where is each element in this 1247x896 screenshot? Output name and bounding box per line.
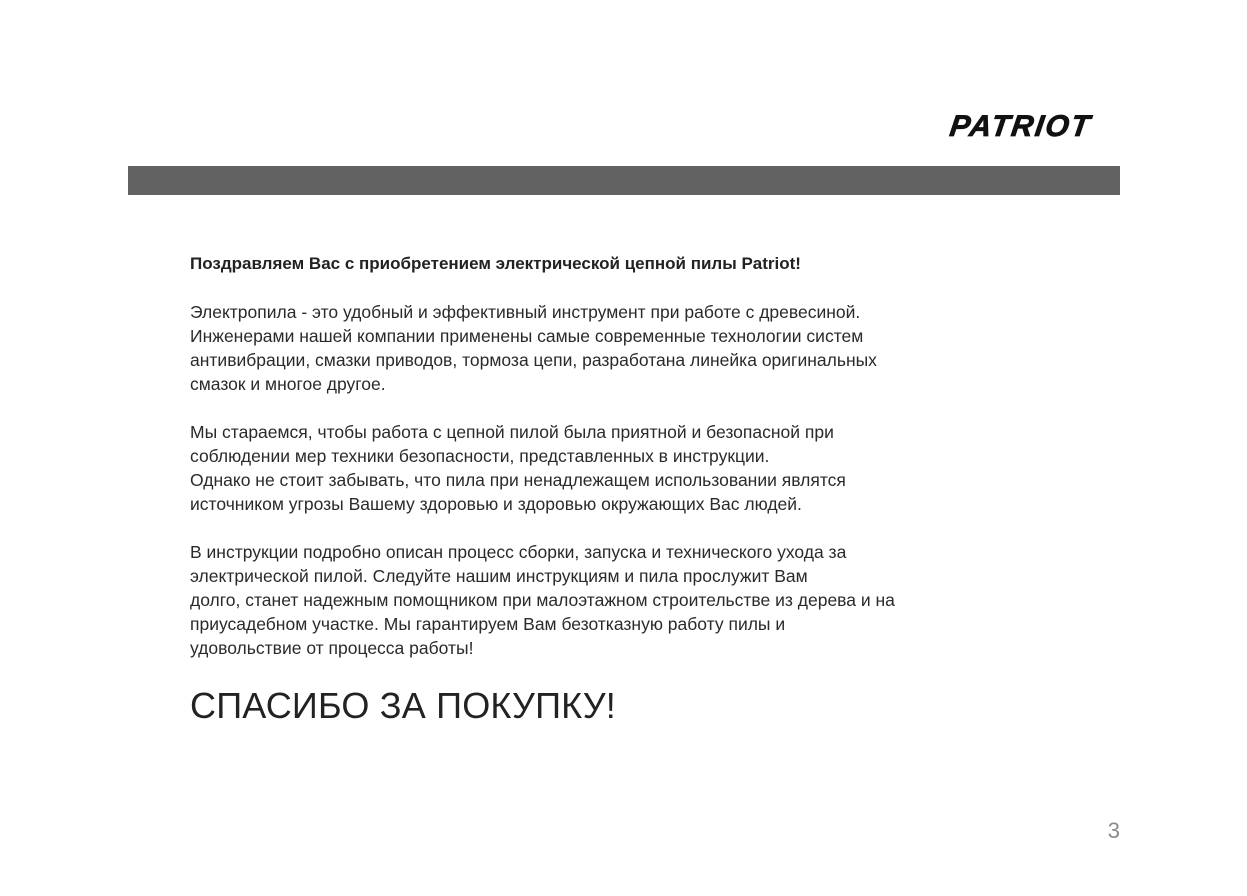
- thank-you-heading: СПАСИБО ЗА ПОКУПКУ!: [190, 685, 616, 726]
- paragraph-line: Мы стараемся, чтобы работа с цепной пилой была приятной и безопасной при: [190, 422, 834, 442]
- paragraph-intro: [190, 300, 1050, 396]
- paragraph-instructions: [190, 540, 1050, 660]
- paragraph-line: приусадебном участке. Мы гарантируем Вам безотказную работу пилы и: [190, 614, 786, 634]
- paragraph-line: удовольствие от процесса работы!: [190, 638, 474, 658]
- header-bar: [128, 166, 1120, 195]
- page-number: 3: [1107, 818, 1120, 843]
- patriot-logo: PATRIOT: [947, 110, 1094, 143]
- paragraph-line: В инструкции подробно описан процесс сборки, запуска и технического ухода за: [190, 542, 847, 562]
- paragraph-line: антивибрации, смазки приводов, тормоза цепи, разработана линейка оригинальных: [190, 350, 877, 370]
- paragraph-safety: [190, 420, 1050, 516]
- paragraph-line: электрической пилой. Следуйте нашим инструкциям и пила прослужит Вам: [190, 566, 808, 586]
- paragraph-line: источником угрозы Вашему здоровью и здоровью окружающих Вас людей.: [190, 494, 802, 514]
- greeting-heading: Поздравляем Вас с приобретением электрической цепной пилы Patriot!: [190, 254, 801, 273]
- paragraph-line: Однако не стоит забывать, что пила при ненадлежащем использовании являтся: [190, 470, 846, 490]
- document-body: [190, 252, 1050, 728]
- paragraph-line: Инженерами нашей компании применены самые современные технологии систем: [190, 326, 864, 346]
- paragraph-line: долго, станет надежным помощником при малоэтажном строительстве из дерева и на: [190, 590, 895, 610]
- paragraph-line: смазок и многое другое.: [190, 374, 386, 394]
- paragraph-line: соблюдении мер техники безопасности, представленных в инструкции.: [190, 446, 770, 466]
- paragraph-line: Электропила - это удобный и эффективный инструмент при работе с древесиной.: [190, 302, 861, 322]
